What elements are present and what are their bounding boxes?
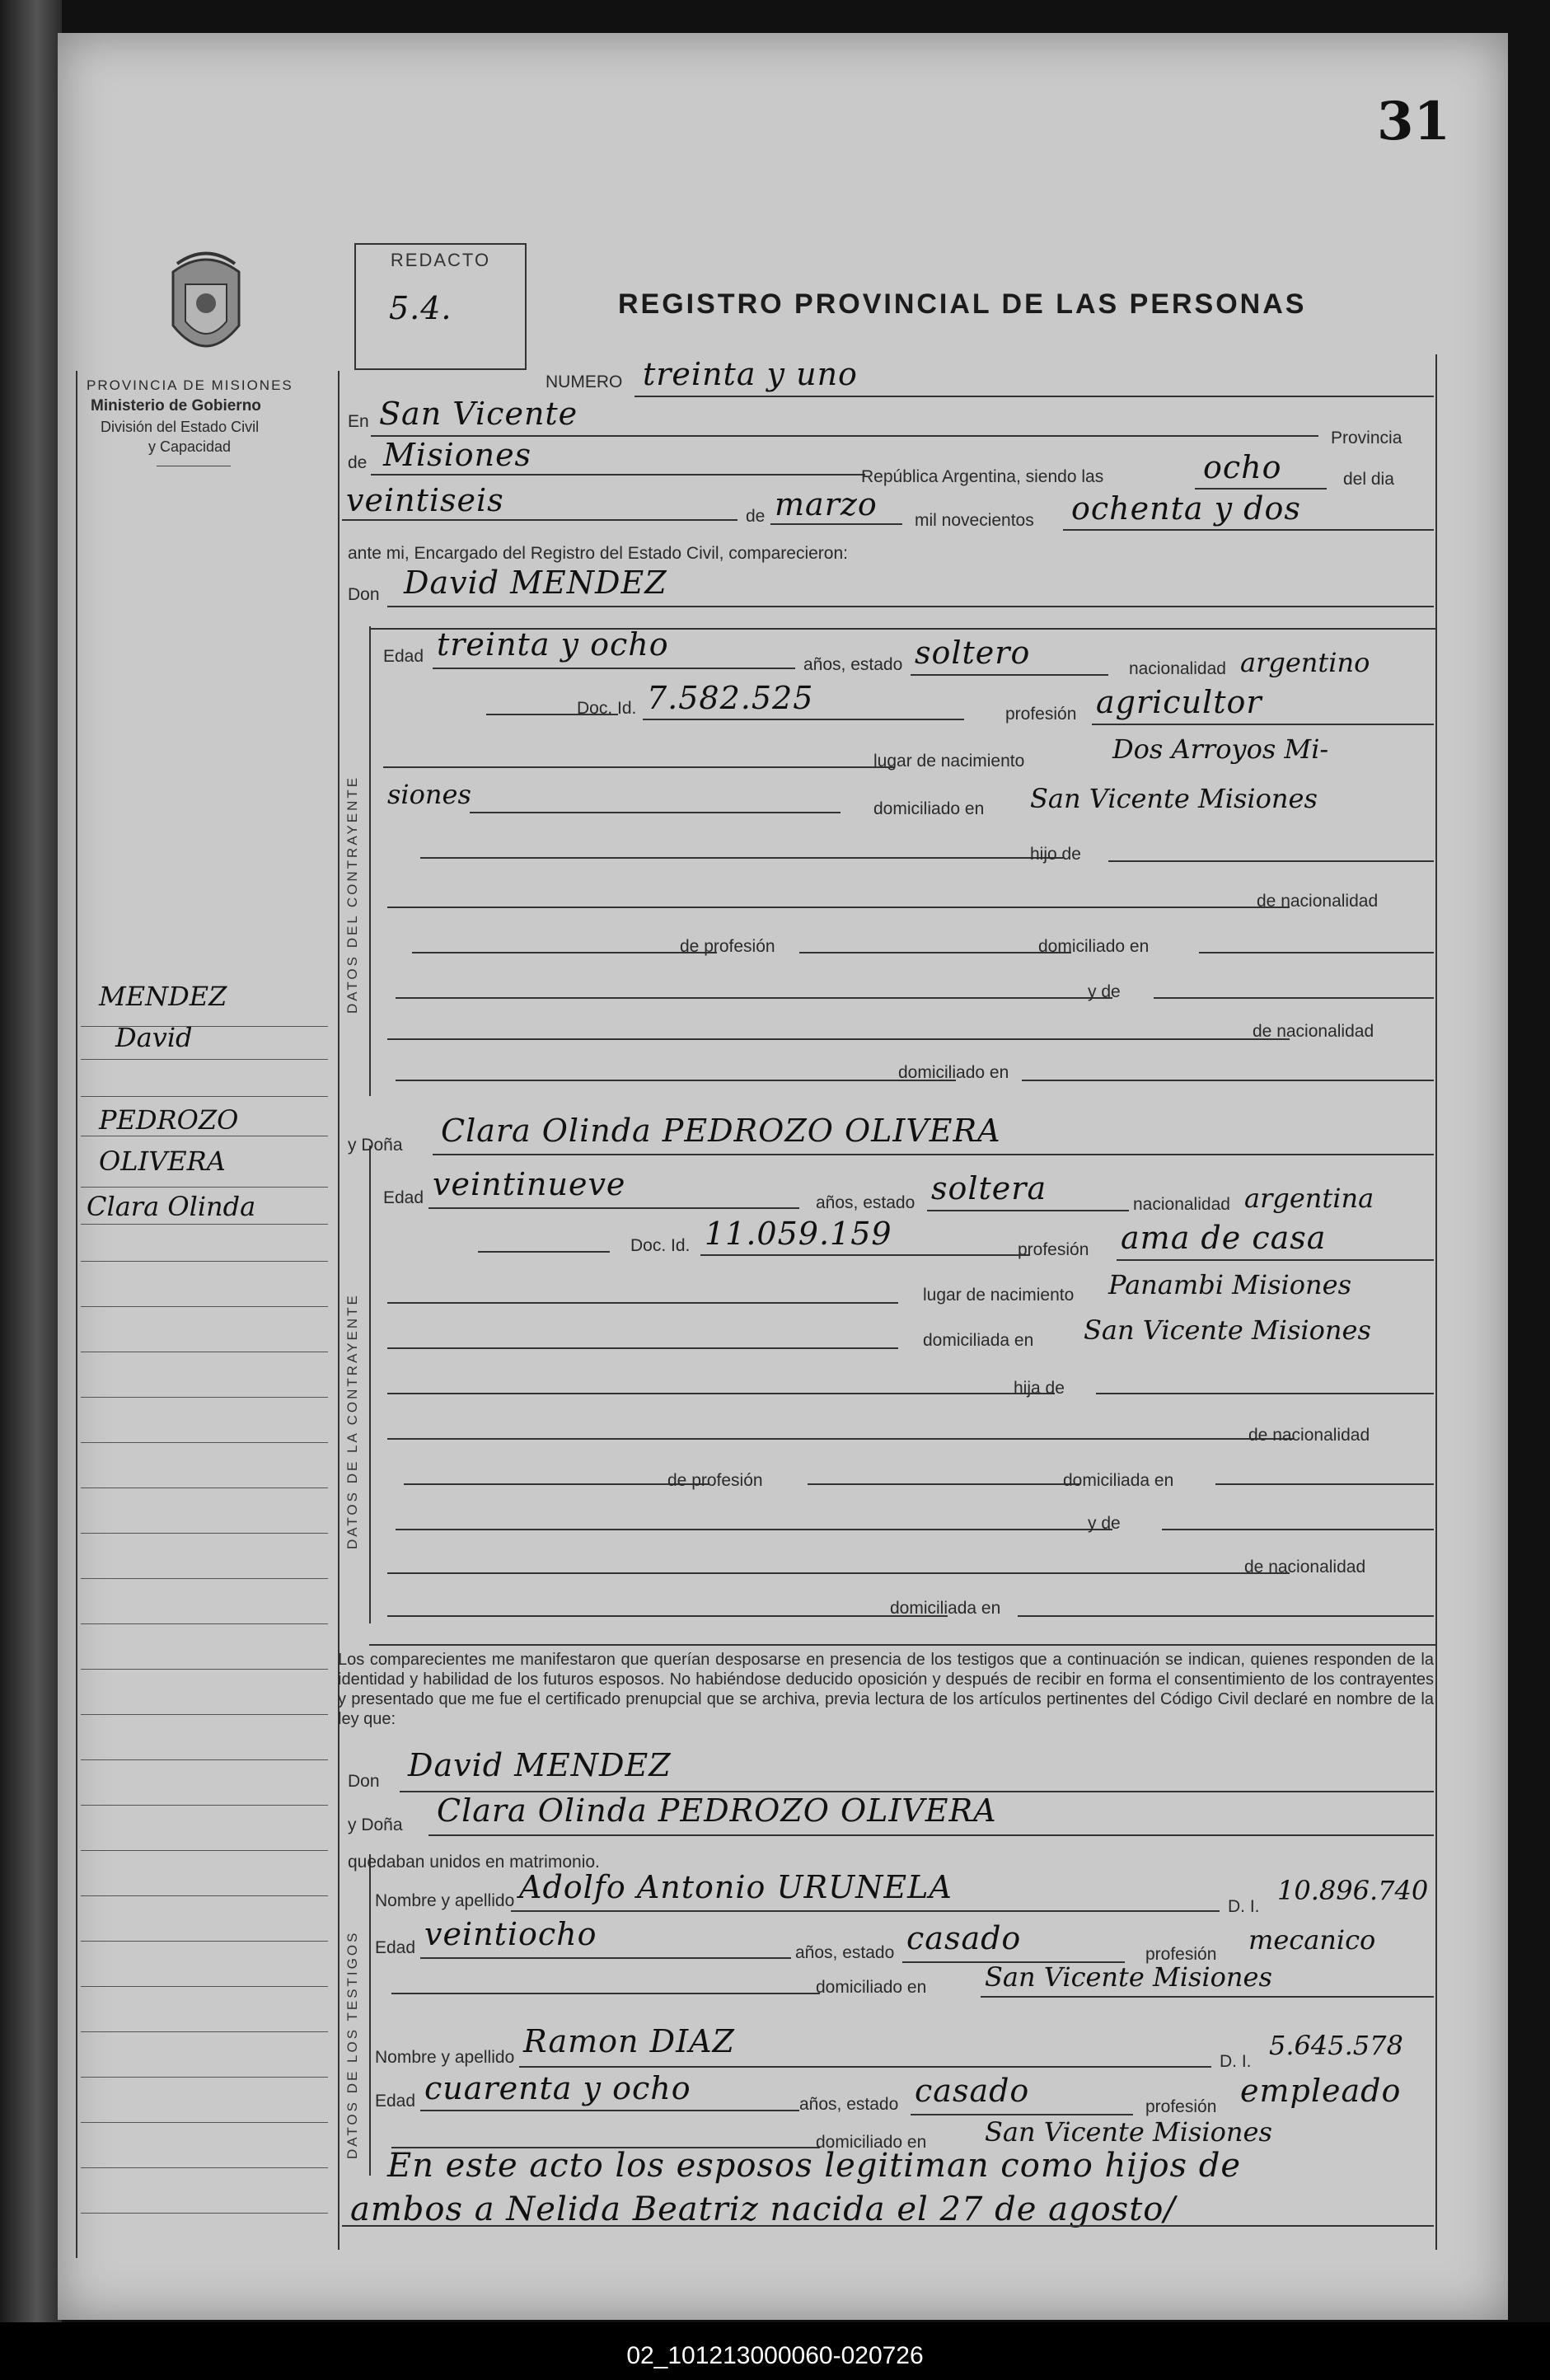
bride-lugar: Panambi Misiones	[1108, 1269, 1351, 1300]
de-mes-label: de	[746, 507, 766, 526]
mes-value: marzo	[775, 486, 878, 522]
en-value: San Vicente	[379, 396, 578, 432]
side-label-bride: DATOS DE LA CONTRAYENTE	[344, 1293, 360, 1549]
groom-parent-dom-label: domiciliado en	[1038, 937, 1150, 956]
bride-parent-dom-label: domiciliada en	[1063, 1471, 1174, 1490]
groom-parent-prof-label: de profesión	[680, 937, 775, 956]
provincia-label: Provincia	[1331, 429, 1402, 447]
bride-doc: 11.059.159	[705, 1216, 892, 1252]
header-ministry: Ministerio de Gobierno	[91, 397, 261, 415]
w2-di-label: D. I.	[1220, 2052, 1252, 2071]
bride-age: veintinueve	[433, 1166, 626, 1202]
w1-dom: San Vicente Misiones	[985, 1961, 1272, 1993]
dia-value: veintiseis	[346, 482, 504, 518]
en-label: En	[348, 412, 369, 431]
groom-dom: San Vicente Misiones	[1030, 783, 1318, 814]
don2-label: Don	[348, 1772, 380, 1791]
bride-estado: soltera	[931, 1170, 1047, 1206]
footer-image-id: 02_101213000060-020726	[626, 2342, 924, 2369]
groom-nac-label: nacionalidad	[1129, 659, 1226, 678]
w2-estado: casado	[915, 2073, 1030, 2109]
groom-section-line	[369, 626, 371, 1096]
w2-dom-label: domiciliado en	[816, 2133, 927, 2152]
groom-prof-label: profesión	[1005, 705, 1077, 724]
groom-dom-label: domiciliado en	[873, 799, 985, 818]
w2-estado-label: años, estado	[799, 2095, 899, 2114]
bride-y-de-label: y de	[1088, 1514, 1121, 1533]
w2-prof: empleado	[1240, 2073, 1402, 2109]
margin-bride-name: Clara Olinda	[87, 1191, 256, 1222]
margin-groom-name: David	[115, 1022, 193, 1053]
groom-nac: argentino	[1240, 647, 1370, 678]
groom-anos-label: años, estado	[803, 655, 903, 674]
bride-mother-dom-label: domiciliada en	[890, 1599, 1001, 1618]
de-label: de	[348, 453, 368, 472]
republica-label: República Argentina, siendo las	[861, 467, 1104, 486]
don-label: Don	[348, 585, 380, 604]
groom-lugar2: siones	[387, 779, 471, 810]
w1-prof: mecanico	[1248, 1924, 1376, 1956]
w2-age: cuarenta y ocho	[424, 2070, 691, 2106]
numero-value: treinta y uno	[643, 356, 858, 392]
redacto-box	[354, 243, 527, 370]
margin-groom-surname: MENDEZ	[99, 981, 227, 1012]
w2-name-label: Nombre y apellido	[375, 2048, 515, 2067]
page-title: REGISTRO PROVINCIAL DE LAS PERSONAS	[618, 288, 1307, 320]
hija-de-label: hija de	[1014, 1379, 1065, 1398]
header-province: PROVINCIA DE MISIONES	[87, 377, 293, 393]
w1-dom-label: domiciliado en	[816, 1978, 927, 1997]
w1-prof-label: profesión	[1145, 1945, 1217, 1964]
anio-value: ochenta y dos	[1071, 490, 1301, 527]
witness-section-line	[369, 1854, 371, 2176]
groom-mother-nac-label: de nacionalidad	[1253, 1022, 1374, 1041]
groom-doc-label: Doc. Id.	[577, 699, 637, 718]
del-dia-label: del dia	[1343, 470, 1394, 489]
header-division: División del Estado Civil	[101, 419, 260, 435]
bride-lugar-label: lugar de nacimiento	[923, 1286, 1075, 1305]
don2-value: David MENDEZ	[408, 1747, 672, 1783]
groom-parent-nac-label: de nacionalidad	[1257, 892, 1379, 911]
legitimation-note-line2: ambos a Nelida Beatriz nacida el 27 de agosto/	[350, 2190, 1176, 2228]
w1-name-label: Nombre y apellido	[375, 1891, 515, 1910]
numero-label: NUMERO	[546, 372, 623, 391]
w2-dom: San Vicente Misiones	[985, 2116, 1272, 2148]
w2-name: Ramon DIAZ	[523, 2023, 735, 2059]
bride-parent-nac-label: de nacionalidad	[1248, 1426, 1370, 1445]
coat-of-arms-seal	[157, 247, 255, 371]
groom-estado: soltero	[915, 635, 1031, 671]
groom-doc: 7.582.525	[647, 680, 814, 716]
groom-age: treinta y ocho	[437, 626, 669, 663]
form-left-line	[338, 371, 340, 2250]
groom-name: David MENDEZ	[404, 565, 667, 601]
redacto-value: 5.4.	[389, 290, 452, 326]
bride-dom-label: domiciliada en	[923, 1331, 1034, 1350]
side-label-groom: DATOS DEL CONTRAYENTE	[344, 775, 360, 1014]
groom-mother-dom-label: domiciliado en	[898, 1063, 1009, 1082]
groom-lugar: Dos Arroyos Mi-	[1112, 733, 1329, 765]
w1-estado: casado	[906, 1920, 1022, 1956]
hora-value: ocho	[1203, 449, 1282, 485]
bride-doc-label: Doc. Id.	[630, 1236, 691, 1255]
bride-nac: argentina	[1244, 1183, 1374, 1214]
bride-anos-label: años, estado	[816, 1193, 915, 1212]
bride-mother-nac-label: de nacionalidad	[1244, 1558, 1366, 1577]
w2-di: 5.645.578	[1269, 2030, 1403, 2061]
w2-edad-label: Edad	[375, 2092, 416, 2111]
groom-prof: agricultor	[1096, 684, 1262, 720]
dona2-value: Clara Olinda PEDROZO OLIVERA	[437, 1792, 997, 1829]
groom-edad-label: Edad	[383, 647, 424, 666]
bride-prof-label: profesión	[1018, 1240, 1089, 1259]
margin-bride-surname1: PEDROZO	[99, 1104, 239, 1136]
margin-bride-surname2: OLIVERA	[99, 1145, 226, 1177]
header-capacity: y Capacidad	[148, 438, 232, 455]
bride-dom: San Vicente Misiones	[1084, 1314, 1371, 1346]
book-binding	[0, 0, 62, 2380]
declaration-text: Los comparecientes me manifestaron que querían desposarse en presencia de los testigos que a continuación se indican, quienes responden de la identidad y habilidad de los futuros esposos. No habiéndose deducido oposición y después de recibir en forma el consentimiento de los contrayentes y presentado que me fue el certificado prenupcial que se archiva, previa lectura de los artículos pertinentes del Código Civil declaré en nombre de la ley que:	[338, 1651, 1434, 1728]
mil-novecientos-label: mil novecientos	[915, 511, 1034, 530]
page-number: 31	[1376, 91, 1450, 152]
bride-prof: ama de casa	[1121, 1220, 1327, 1256]
form-right-line	[1435, 354, 1437, 2250]
bride-parent-prof-label: de profesión	[667, 1471, 763, 1490]
groom-lugar-label: lugar de nacimiento	[873, 752, 1025, 771]
w2-prof-label: profesión	[1145, 2097, 1217, 2116]
margin-left-line	[76, 371, 77, 2258]
side-label-witnesses: DATOS DE LOS TESTIGOS	[344, 1930, 360, 2159]
quedaban-label: quedaban unidos en matrimonio.	[348, 1853, 600, 1872]
w1-di-label: D. I.	[1228, 1897, 1260, 1916]
bride-edad-label: Edad	[383, 1188, 424, 1207]
w1-estado-label: años, estado	[795, 1943, 895, 1962]
redacto-label: REDACTO	[390, 250, 491, 270]
hijo-de-label: hijo de	[1030, 845, 1081, 864]
bride-name: Clara Olinda PEDROZO OLIVERA	[441, 1113, 1001, 1149]
ante-mi-label: ante mi, Encargado del Registro del Estado Civil, comparecieron:	[348, 544, 848, 563]
bride-nac-label: nacionalidad	[1133, 1195, 1230, 1214]
register-page	[58, 33, 1508, 2320]
w1-edad-label: Edad	[375, 1938, 416, 1957]
legitimation-note-line1: En este acto los esposos legitiman como hijos de	[387, 2147, 1242, 2185]
groom-y-de-label: y de	[1088, 982, 1121, 1001]
w1-age: veintiocho	[424, 1916, 597, 1952]
bride-section-line	[369, 1145, 371, 1623]
w1-di: 10.896.740	[1277, 1875, 1429, 1906]
provincia-value: Misiones	[383, 437, 532, 473]
y-dona-label: y Doña	[348, 1136, 403, 1155]
y-dona2-label: y Doña	[348, 1815, 403, 1834]
w1-name: Adolfo Antonio URUNELA	[519, 1869, 953, 1905]
